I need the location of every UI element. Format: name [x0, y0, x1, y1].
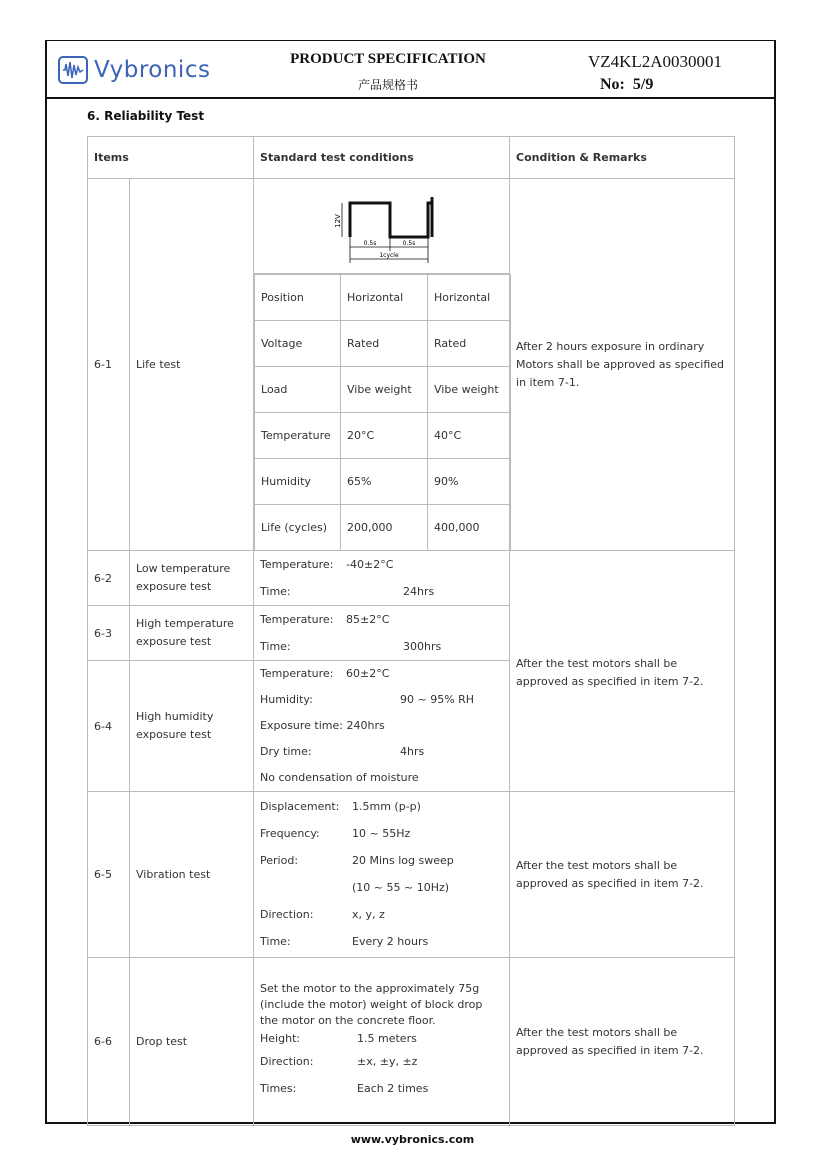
- cond-value: 90 ~ 95% RH: [400, 693, 475, 706]
- item-name: High temperature exposure test: [130, 606, 254, 661]
- drop-remark: After the test motors shall be approved as specified in item 7-2.: [510, 958, 735, 1126]
- life-test-conditions: [254, 179, 510, 551]
- cond-label: Direction:: [260, 1055, 314, 1068]
- drop-conditions: [254, 958, 510, 1126]
- footer-url[interactable]: www.vybronics.com: [350, 1133, 475, 1146]
- section-title: 6. Reliability Test: [87, 109, 205, 123]
- cond-value: 1.5mm (p-p): [352, 800, 421, 813]
- cond-text: Exposure time: 240hrs: [260, 719, 385, 732]
- cond-text: No condensation of moisture: [260, 771, 419, 784]
- doc-number: VZ4KL2A0030001: [587, 52, 723, 71]
- cond-label: Time:: [260, 935, 291, 948]
- param-value-a: 65%: [341, 459, 428, 505]
- item-id: 6-6: [88, 958, 130, 1126]
- table-row-6-1: [88, 179, 735, 551]
- cond-value: 4hrs: [400, 745, 425, 758]
- vibration-conditions: [254, 792, 510, 958]
- cond-label: Time:: [260, 584, 291, 598]
- wave-voltage-label: 12V: [334, 214, 343, 228]
- cond-label: Period:: [260, 854, 299, 867]
- life-test-parameters: [254, 274, 511, 550]
- header-items: Items: [88, 137, 254, 179]
- reliability-table: [87, 136, 735, 1126]
- doc-subtitle: 产品规格书: [357, 78, 418, 92]
- header-remarks: Condition & Remarks: [510, 137, 735, 179]
- vibration-remark: After the test motors shall be approved as specified in item 7-2.: [510, 792, 735, 958]
- cond-value: (10 ~ 55 ~ 10Hz): [352, 881, 450, 894]
- cond-label: Temperature:: [260, 612, 334, 626]
- table-row: [255, 413, 511, 459]
- item-id: 6-2: [88, 551, 130, 606]
- table-header-row: [88, 137, 735, 179]
- param-label: Humidity: [255, 459, 341, 505]
- param-value-a: 200,000: [341, 505, 428, 551]
- header-conditions: Standard test conditions: [254, 137, 510, 179]
- param-value-b: Vibe weight: [428, 367, 511, 413]
- cond-label: Time:: [260, 639, 291, 653]
- logo-text: Vybronics: [94, 57, 211, 83]
- item-name: Low temperature exposure test: [130, 551, 254, 606]
- page-label: No:: [600, 76, 625, 93]
- param-label: Life (cycles): [255, 505, 341, 551]
- cond-value: Every 2 hours: [352, 935, 429, 948]
- param-value-b: Rated: [428, 321, 511, 367]
- wave-off-label: 0.5s: [402, 240, 416, 247]
- cond-value: Each 2 times: [357, 1082, 429, 1095]
- item-id: 6-4: [88, 661, 130, 792]
- cond-label: Temperature:: [260, 557, 334, 571]
- cond-label: Dry time:: [260, 745, 312, 758]
- param-label: Temperature: [255, 413, 341, 459]
- cond-label: Height:: [260, 1031, 301, 1045]
- group-remark-6-2-6-4: After the test motors shall be approved as specified in item 7-2.: [510, 551, 735, 792]
- cond-value: -40±2°C: [346, 557, 394, 571]
- cond-value: 1.5 meters: [357, 1031, 417, 1045]
- cond-value: 85±2°C: [346, 612, 390, 626]
- param-value-a: Horizontal: [341, 275, 428, 321]
- cond-value: 24hrs: [403, 584, 435, 598]
- param-value-b: 40°C: [428, 413, 511, 459]
- table-row-6-2: [88, 551, 735, 606]
- life-test-remark: After 2 hours exposure in ordinary Motors shall be approved as specified in item 7-1.: [510, 179, 735, 551]
- cond-value: 60±2°C: [346, 667, 390, 680]
- cond-label: Frequency:: [260, 827, 320, 840]
- param-value-b: 90%: [428, 459, 511, 505]
- waveform-diagram: [254, 179, 509, 274]
- high-temp-conditions: [254, 606, 510, 661]
- header-divider: [45, 97, 776, 99]
- cond-value: 300hrs: [403, 639, 442, 653]
- param-value-a: Rated: [341, 321, 428, 367]
- low-temp-conditions: [254, 551, 510, 606]
- param-value-a: Vibe weight: [341, 367, 428, 413]
- table-row: [255, 321, 511, 367]
- cond-label: Times:: [260, 1082, 297, 1095]
- square-wave-icon: [254, 179, 510, 273]
- table-row-6-5: [88, 792, 735, 958]
- param-label: Position: [255, 275, 341, 321]
- wave-on-label: 0.5s: [363, 240, 377, 247]
- cond-value: 20 Mins log sweep: [352, 854, 454, 867]
- cond-value: 10 ~ 55Hz: [352, 827, 411, 840]
- cond-value: ±x, ±y, ±z: [357, 1055, 418, 1068]
- wave-cycle-label: 1cycle: [379, 252, 399, 259]
- cond-label: Temperature:: [260, 667, 334, 680]
- page-number: [600, 76, 653, 94]
- item-id: 6-5: [88, 792, 130, 958]
- param-value-a: 20°C: [341, 413, 428, 459]
- cond-value: x, y, z: [352, 908, 385, 921]
- item-name: Vibration test: [130, 792, 254, 958]
- cond-text: Set the motor to the approximately 75g (include the motor) weight of block drop the motor on the concrete floor.: [260, 981, 483, 1027]
- item-name: Drop test: [130, 958, 254, 1126]
- param-value-b: Horizontal: [428, 275, 511, 321]
- table-row: [255, 275, 511, 321]
- item-id: 6-3: [88, 606, 130, 661]
- cond-label: Humidity:: [260, 693, 313, 706]
- humidity-conditions: [254, 661, 510, 792]
- item-name: High humidity exposure test: [130, 661, 254, 792]
- cond-label: Displacement:: [260, 800, 340, 813]
- item-id: 6-1: [88, 179, 130, 551]
- table-row: [255, 459, 511, 505]
- company-logo: [58, 56, 210, 84]
- table-row-6-6: [88, 958, 735, 1126]
- item-name: Life test: [130, 179, 254, 551]
- logo-icon: [58, 56, 88, 84]
- cond-label: Direction:: [260, 908, 314, 921]
- param-label: Load: [255, 367, 341, 413]
- page-value: 5/9: [632, 76, 654, 93]
- table-row: [255, 367, 511, 413]
- param-label: Voltage: [255, 321, 341, 367]
- table-row: [255, 505, 511, 551]
- param-value-b: 400,000: [428, 505, 511, 551]
- doc-title: PRODUCT SPECIFICATION: [290, 51, 486, 67]
